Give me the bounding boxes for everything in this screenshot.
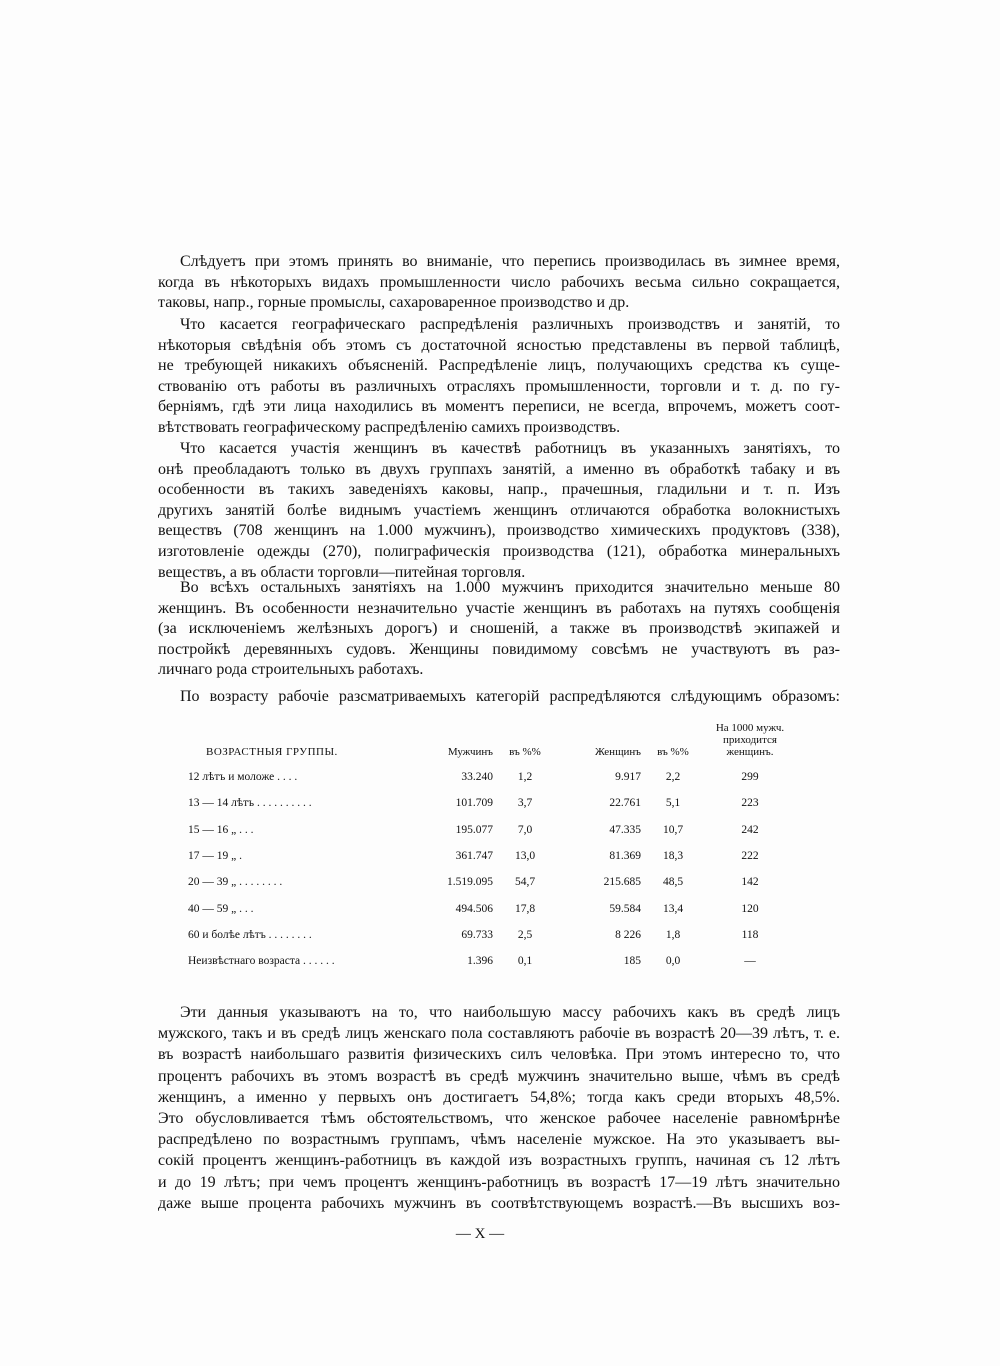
paragraph-conclusions — [158, 1002, 840, 1214]
text-line: процентъ рабочихъ въ этомъ возрастѣ въ средѣ мужчинъ значительно выше, чѣмъ въ средѣ — [158, 1067, 840, 1085]
table-row — [188, 922, 795, 948]
text-line: веществъ, а въ области торговли—питейная торговля. — [158, 563, 526, 581]
text-line: По возрасту рабочіе разсматриваемыхъ категорій распредѣляются слѣдующимъ образомъ: — [180, 688, 840, 705]
men-count-cell: 101.709 — [455, 797, 493, 810]
paragraph-census-winter — [158, 252, 840, 314]
text-line: и до 19 лѣтъ; при чемъ процентъ женщинъ-работницъ въ возрастѣ 17—19 лѣтъ значительно — [158, 1173, 840, 1191]
table-row — [188, 817, 795, 843]
men-percent-cell: 17,8 — [514, 902, 536, 915]
men-count-cell: 195.077 — [455, 823, 493, 836]
text-line: въ возрастѣ наибольшаго развитія физическихъ силъ человѣка. При этомъ интересно то, что — [158, 1046, 840, 1064]
text-line: мужского, такъ и въ средѣ лицъ женскаго пола составляютъ рабочіе въ возрастѣ 20—39 лѣтъ, т. е. — [158, 1025, 840, 1043]
men-count-cell: 494.506 — [455, 902, 493, 915]
men-percent-cell: 3,7 — [517, 797, 533, 810]
text-line: Слѣдуетъ при этомъ принять во вниманіе, что перепись производилась въ зимнее время, — [180, 253, 840, 270]
header-men-percent: въ %% — [509, 746, 541, 758]
header-women-per-1000: На 1000 мужч. приходится женщинъ. — [715, 722, 785, 758]
age-group-cell: Неизвѣстнаго возраста . . . . . . — [188, 955, 335, 968]
age-group-cell: 20 — 39 „ . . . . . . . . — [188, 876, 283, 889]
men-count-cell: 69.733 — [461, 928, 493, 941]
women-per-1000-cell: 242 — [741, 823, 759, 836]
women-percent-cell: 13,4 — [662, 902, 684, 915]
text-line: даже выше процента рабочихъ мужчинъ въ соотвѣтствующемъ возрастѣ.—Въ высшихъ воз- — [158, 1194, 840, 1212]
women-count-cell: 59.584 — [609, 902, 641, 915]
women-per-1000-cell: 118 — [741, 928, 759, 941]
women-per-1000-cell: 120 — [741, 902, 759, 915]
age-group-cell: 15 — 16 „ . . . — [188, 823, 254, 836]
women-count-cell: 47.335 — [609, 823, 641, 836]
women-count-cell: 185 — [623, 955, 641, 968]
women-count-cell: 9.917 — [615, 771, 641, 784]
women-percent-cell: 5,1 — [665, 797, 681, 810]
paragraph-table-intro — [158, 687, 840, 708]
text-line: распредѣлено по возрастнымъ группамъ, чѣмъ населеніе мужское. На это указываетъ вы- — [158, 1131, 840, 1149]
text-line: женщинъ, а именно у первыхъ онъ достигаетъ 54,8%; тогда какъ среди вторыхъ 48,5%. — [158, 1088, 840, 1106]
men-count-cell: 1.396 — [467, 955, 493, 968]
age-group-cell: 12 лѣтъ и моложе . . . . — [188, 771, 298, 784]
text-line: веществъ (708 женщинъ на 1.000 мужчинъ), производство химическихъ продуктовъ (338), — [158, 522, 840, 540]
paragraph-women-participation — [158, 439, 840, 583]
women-per-1000-cell: 223 — [741, 797, 759, 810]
paragraph-other-occupations — [158, 578, 840, 681]
text-line: Это обусловливается тѣмъ обстоятельствомъ, что женское рабочее населеніе равномѣрнѣе — [158, 1109, 840, 1127]
text-line: нѣкоторыя свѣдѣнія объ этомъ съ достаточной ясностью представлены въ первой таблицѣ, — [158, 336, 840, 354]
text-line: Во всѣхъ остальныхъ занятіяхъ на 1.000 мужчинъ приходится значительно меньше 80 — [180, 579, 840, 596]
text-line: Что касается географическаго распредѣленія различныхъ производствъ и занятій, то — [180, 316, 840, 333]
women-percent-cell: 2,2 — [665, 771, 681, 784]
women-count-cell: 215.685 — [603, 876, 641, 889]
women-percent-cell: 1,8 — [665, 928, 681, 941]
text-line: берніямъ, гдѣ эти лица находились въ моментъ переписи, не всегда, впрочемъ, можетъ соот- — [158, 398, 840, 416]
text-line: онѣ преобладаютъ только въ двухъ группахъ занятій, а именно въ обработкѣ табаку и въ — [158, 460, 840, 478]
text-line: вѣтствовать географическому распредѣленію самихъ производствъ. — [158, 418, 621, 436]
age-group-cell: 40 — 59 „ . . . — [188, 902, 254, 915]
text-line: особенности въ такихъ заведеніяхъ каковы, напр., прачешныя, гладильни и т. п. Изъ — [158, 481, 840, 499]
text-line: не требующей никакихъ объясненій. Распредѣленіе лицъ, получающихъ средства къ суще- — [158, 357, 840, 375]
men-percent-cell: 0,1 — [517, 955, 533, 968]
women-per-1000-cell: 222 — [741, 850, 759, 863]
text-line: женщинъ. Въ особенности незначительно участіе женщинъ въ работахъ на путяхъ сообщенія — [158, 599, 840, 617]
men-count-cell: 1.519.095 — [447, 876, 493, 889]
women-percent-cell: 48,5 — [662, 876, 684, 889]
women-count-cell: 22.761 — [609, 797, 641, 810]
text-line: личнаго рода строительныхъ работахъ. — [158, 661, 424, 679]
text-line: Эти данныя указываютъ на то, что наибольшую массу рабочихъ какъ въ средѣ лицъ — [180, 1004, 840, 1021]
text-line: Что касается участія женщинъ въ качествѣ работницъ въ указанныхъ занятіяхъ, то — [180, 440, 840, 457]
header-men: Мужчинъ — [447, 746, 493, 758]
header-age-groups: ВОЗРАСТНЫЯ ГРУППЫ. — [206, 746, 338, 758]
table-row — [188, 869, 795, 895]
men-count-cell: 361.747 — [455, 850, 493, 863]
text-line: ствованію отъ работы въ различныхъ отрасляхъ промышленности, торговли и т. д. по гу- — [158, 377, 840, 395]
text-line: таковы, напр., горные промыслы, сахароваренное производство и др. — [158, 294, 630, 312]
paragraph-geographic — [158, 315, 840, 439]
women-per-1000-cell: — — [744, 955, 756, 968]
men-count-cell: 33.240 — [461, 771, 493, 784]
page-number: — X — — [455, 1226, 505, 1242]
women-percent-cell: 18,3 — [662, 850, 684, 863]
table-row — [188, 764, 795, 790]
women-count-cell: 81.369 — [609, 850, 641, 863]
text-line: другихъ занятій болѣе виднымъ участіемъ женщинъ отличаются обработка волокнистыхъ — [158, 501, 840, 519]
table-row — [188, 790, 795, 816]
age-groups-table — [188, 722, 795, 974]
text-line: (за исключеніемъ желѣзныхъ дорогъ) и сношеній, а также въ производствѣ экипажей и — [158, 620, 840, 638]
men-percent-cell: 13,0 — [514, 850, 536, 863]
men-percent-cell: 7,0 — [517, 823, 533, 836]
table-header-row — [188, 722, 795, 764]
table-row — [188, 948, 795, 974]
women-percent-cell: 0,0 — [665, 955, 681, 968]
age-group-cell: 17 — 19 „ . — [188, 850, 242, 863]
men-percent-cell: 1,2 — [517, 771, 533, 784]
men-percent-cell: 2,5 — [517, 928, 533, 941]
age-group-cell: 13 — 14 лѣтъ . . . . . . . . . . — [188, 797, 312, 810]
age-group-cell: 60 и болѣе лѣтъ . . . . . . . . — [188, 928, 312, 941]
women-per-1000-cell: 299 — [741, 771, 759, 784]
table-row — [188, 843, 795, 869]
text-line: изготовленіе одежды (270), полиграфическія производства (121), обработка минеральныхъ — [158, 542, 840, 560]
text-line: постройкѣ деревянныхъ судовъ. Женщины повидимому совсѣмъ не участвуютъ въ раз- — [158, 640, 840, 658]
text-line: когда въ нѣкоторыхъ видахъ промышленности число рабочихъ весьма сильно сокращается, — [158, 273, 840, 291]
text-line: сокій процентъ женщинъ-работницъ въ каждой изъ возрастныхъ группъ, начиная съ 12 лѣтъ — [158, 1152, 840, 1170]
women-count-cell: 8 226 — [615, 928, 641, 941]
women-per-1000-cell: 142 — [741, 876, 759, 889]
table-row — [188, 895, 795, 921]
women-percent-cell: 10,7 — [662, 823, 684, 836]
header-women-percent: въ %% — [657, 746, 689, 758]
men-percent-cell: 54,7 — [514, 876, 536, 889]
header-women: Женщинъ — [595, 746, 641, 758]
